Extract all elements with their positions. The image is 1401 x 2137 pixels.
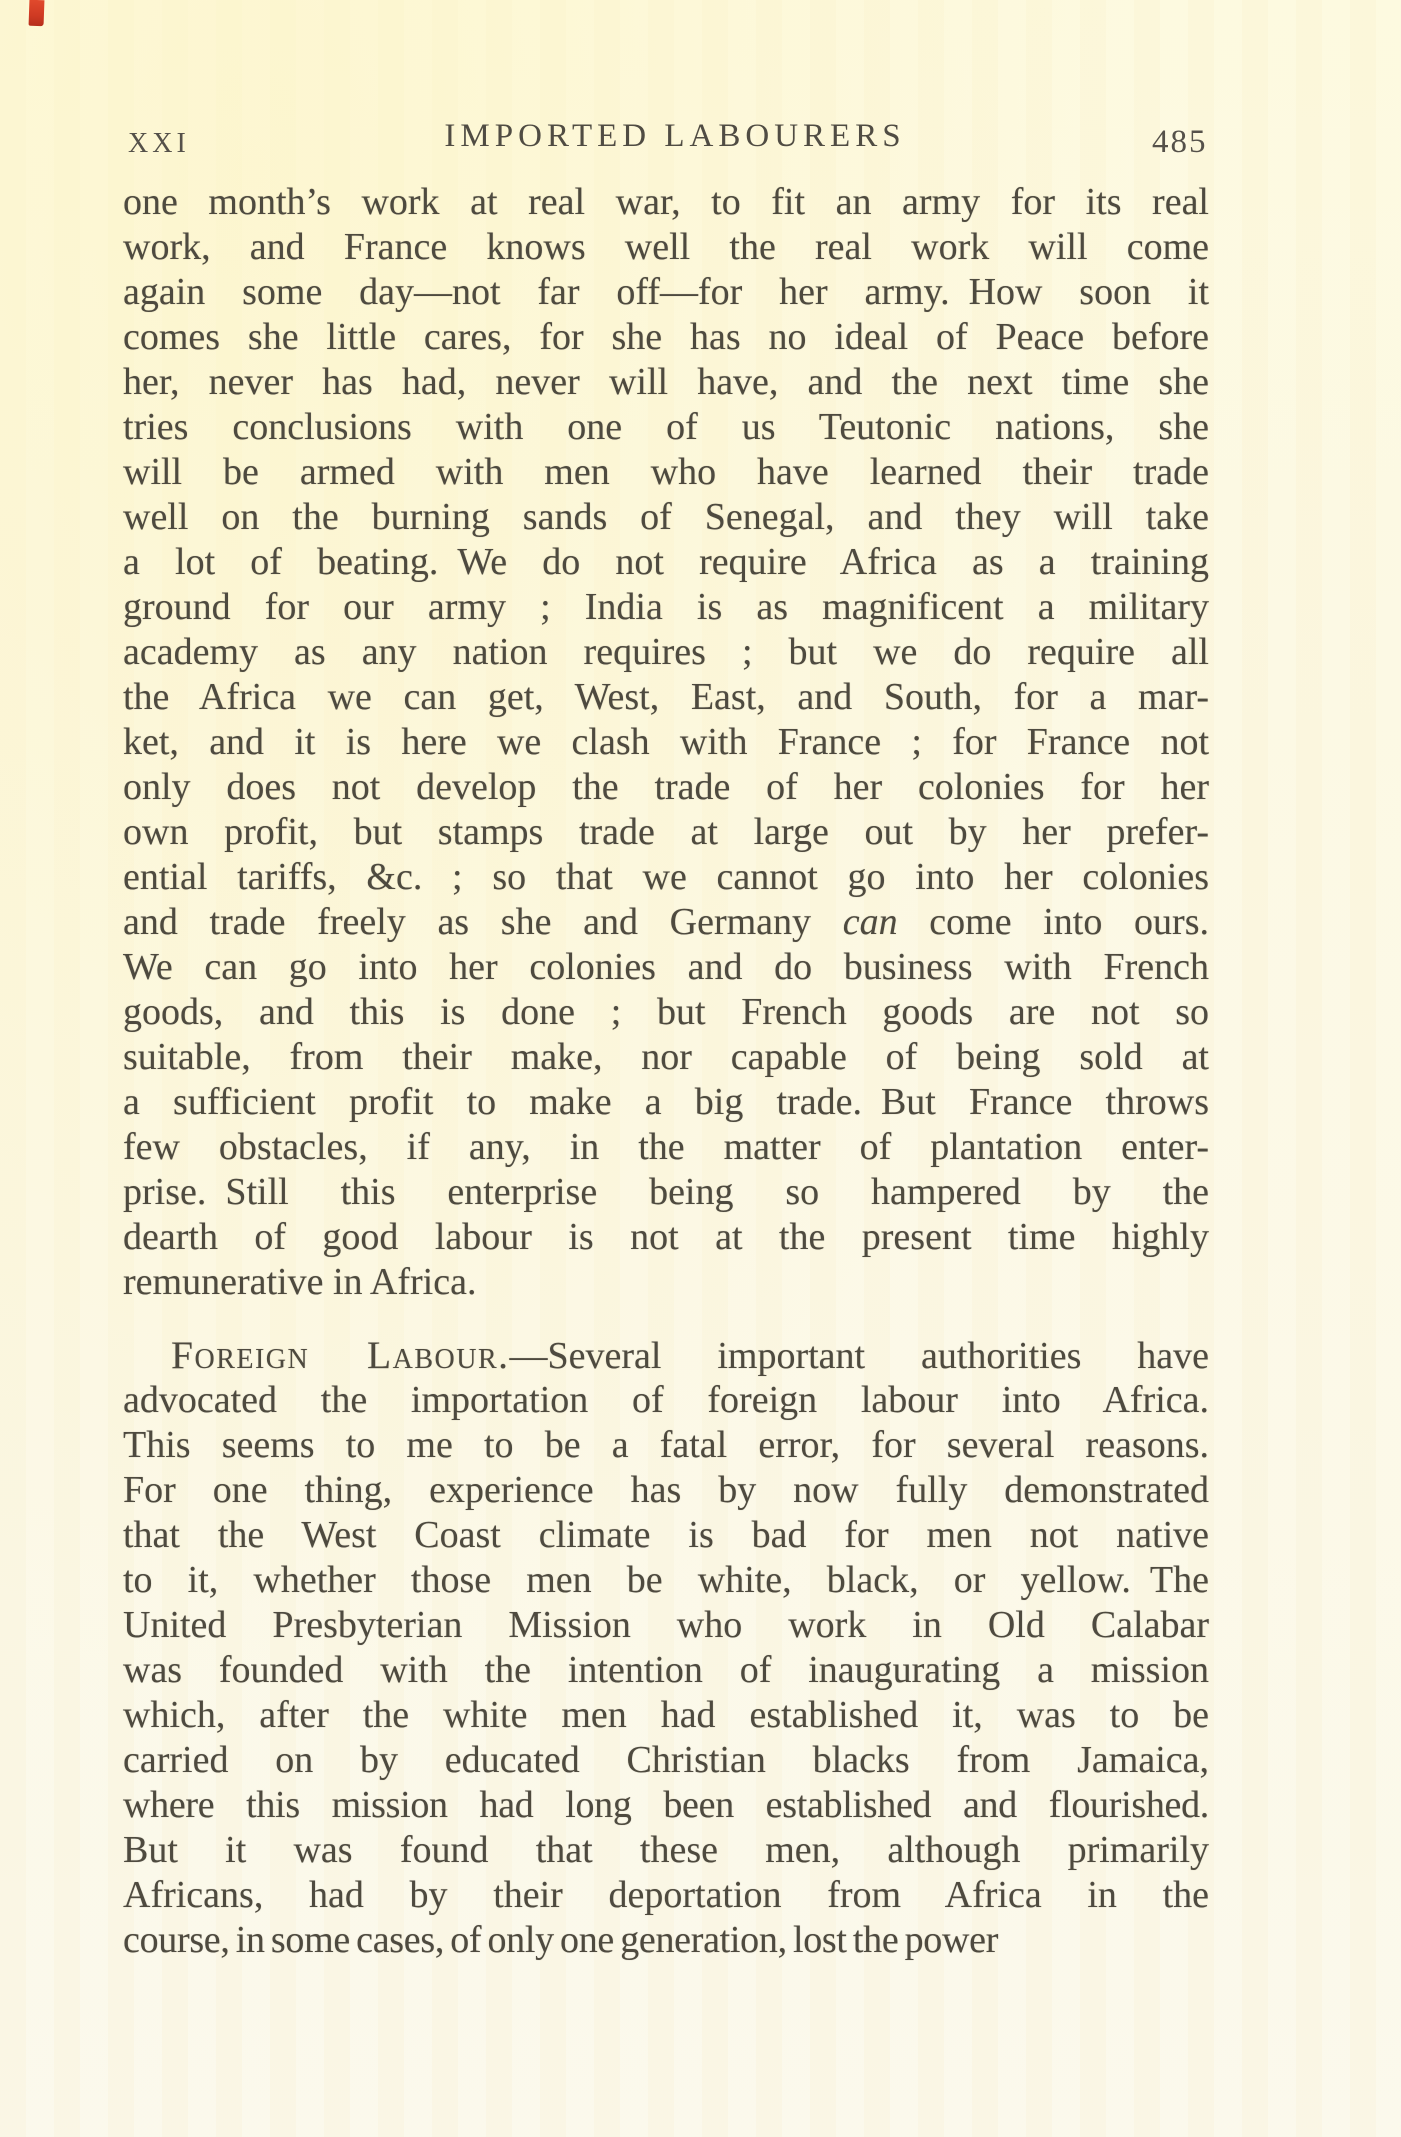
text-line xyxy=(123,1378,1209,1423)
line-text: goods, and this is done ; but French goods are not so xyxy=(123,991,1209,1033)
line-text: where this mission had long been established and flourished. xyxy=(123,1784,1209,1826)
paragraph-2 xyxy=(123,1333,1209,1963)
text-line xyxy=(123,1693,1209,1738)
line-text: which, after the white men had established it, was to be xyxy=(123,1694,1209,1736)
text-line xyxy=(123,1783,1209,1828)
text-line xyxy=(123,1738,1209,1783)
line-text: own profit, but stamps trade at large out by her prefer- xyxy=(123,811,1209,853)
text-line xyxy=(123,1873,1209,1918)
line-text: the Africa we can get, West, East, and South, for a mar- xyxy=(123,676,1209,718)
page-body xyxy=(123,180,1209,1963)
text-line xyxy=(123,675,1209,720)
text-line xyxy=(123,1468,1209,1513)
page-header xyxy=(0,108,1401,170)
line-text: work, and France knows well the real work will come xyxy=(123,226,1209,268)
text-line xyxy=(123,1170,1209,1215)
line-text: advocated the importation of foreign labour into Africa. xyxy=(123,1379,1209,1421)
line-text: ground for our army ; India is as magnificent a military xyxy=(123,586,1209,628)
line-text: United Presbyterian Mission who work in Old Calabar xyxy=(123,1604,1209,1646)
text-line xyxy=(123,405,1209,450)
line-text: prise. Still this enterprise being so hampered by the xyxy=(123,1171,1209,1213)
text-line xyxy=(123,1603,1209,1648)
text-line xyxy=(123,1423,1209,1468)
text-line xyxy=(123,1080,1209,1125)
text-line xyxy=(123,765,1209,810)
line-text-after: come into ours. xyxy=(897,901,1209,943)
line-text: comes she little cares, for she has no ideal of Peace before xyxy=(123,316,1209,358)
text-line xyxy=(123,1260,1209,1305)
text-line xyxy=(123,945,1209,990)
line-text: —Several important authorities have xyxy=(509,1335,1209,1377)
line-text: carried on by educated Christian blacks from Jamaica, xyxy=(123,1739,1209,1781)
text-line xyxy=(123,990,1209,1035)
text-line xyxy=(123,1558,1209,1603)
line-text: suitable, from their make, nor capable of being sold at xyxy=(123,1036,1209,1078)
text-line xyxy=(123,1828,1209,1873)
line-text: to it, whether those men be white, black, or yellow. The xyxy=(123,1559,1209,1601)
text-line xyxy=(123,810,1209,855)
text-line xyxy=(123,1648,1209,1693)
line-text: We can go into her colonies and do business with French xyxy=(123,946,1209,988)
text-line xyxy=(123,315,1209,360)
page-number: 485 xyxy=(1152,124,1208,160)
text-line xyxy=(123,360,1209,405)
line-text: This seems to me to be a fatal error, for several reasons. xyxy=(123,1424,1209,1466)
line-text: well on the burning sands of Senegal, and they will take xyxy=(123,496,1209,538)
line-text: But it was found that these men, although primarily xyxy=(123,1829,1209,1871)
text-line xyxy=(123,540,1209,585)
line-text: was founded with the intention of inaugurating a mission xyxy=(123,1649,1209,1691)
line-text: few obstacles, if any, in the matter of plantation enter- xyxy=(123,1126,1209,1168)
text-line xyxy=(123,855,1209,900)
line-text: remunerative in Africa. xyxy=(123,1261,477,1303)
text-line xyxy=(123,585,1209,630)
line-text: a lot of beating. We do not require Africa as a training xyxy=(123,541,1209,583)
text-line xyxy=(123,450,1209,495)
text-line xyxy=(123,1215,1209,1260)
line-text: her, never has had, never will have, and the next time she xyxy=(123,361,1209,403)
text-line xyxy=(123,1035,1209,1080)
text-line xyxy=(123,720,1209,765)
line-text: again some day—not far off—for her army. How soon it xyxy=(123,271,1209,313)
text-line xyxy=(123,900,1209,945)
text-line xyxy=(123,180,1209,225)
chapter-number: XXI xyxy=(128,128,190,159)
line-text: For one thing, experience has by now fully demonstrated xyxy=(123,1469,1209,1511)
line-text: dearth of good labour is not at the present time highly xyxy=(123,1216,1209,1258)
line-text: will be armed with men who have learned their trade xyxy=(123,451,1209,493)
line-text: ential tariffs, &c. ; so that we cannot go into her colonies xyxy=(123,856,1209,898)
line-text: one month’s work at real war, to fit an army for its real xyxy=(123,181,1209,223)
line-text: course, in some cases, of only one generation, lost the power xyxy=(123,1919,999,1961)
line-text: that the West Coast climate is bad for men not native xyxy=(123,1514,1209,1556)
text-line xyxy=(123,630,1209,675)
text-line xyxy=(123,1918,1209,1963)
line-text: Africans, had by their deportation from Africa in the xyxy=(123,1874,1209,1916)
small-caps-text: Foreign Labour. xyxy=(171,1333,510,1377)
line-text: ket, and it is here we clash with France ; for France not xyxy=(123,721,1209,763)
line-text: only does not develop the trade of her colonies for her xyxy=(123,766,1209,808)
text-line xyxy=(123,1333,1209,1378)
red-edge-mark xyxy=(29,0,45,26)
line-text: tries conclusions with one of us Teutonic nations, she xyxy=(123,406,1209,448)
text-line xyxy=(123,225,1209,270)
paragraph-1 xyxy=(123,180,1209,1305)
line-text: a sufficient profit to make a big trade. But France throws xyxy=(123,1081,1209,1123)
running-title: IMPORTED LABOURERS xyxy=(444,118,906,154)
text-line xyxy=(123,1513,1209,1558)
line-text: and trade freely as she and Germany xyxy=(123,901,843,943)
italic-text: can xyxy=(842,901,898,943)
line-text: academy as any nation requires ; but we do require all xyxy=(123,631,1209,673)
text-line xyxy=(123,270,1209,315)
text-line xyxy=(123,1125,1209,1170)
text-line xyxy=(123,495,1209,540)
